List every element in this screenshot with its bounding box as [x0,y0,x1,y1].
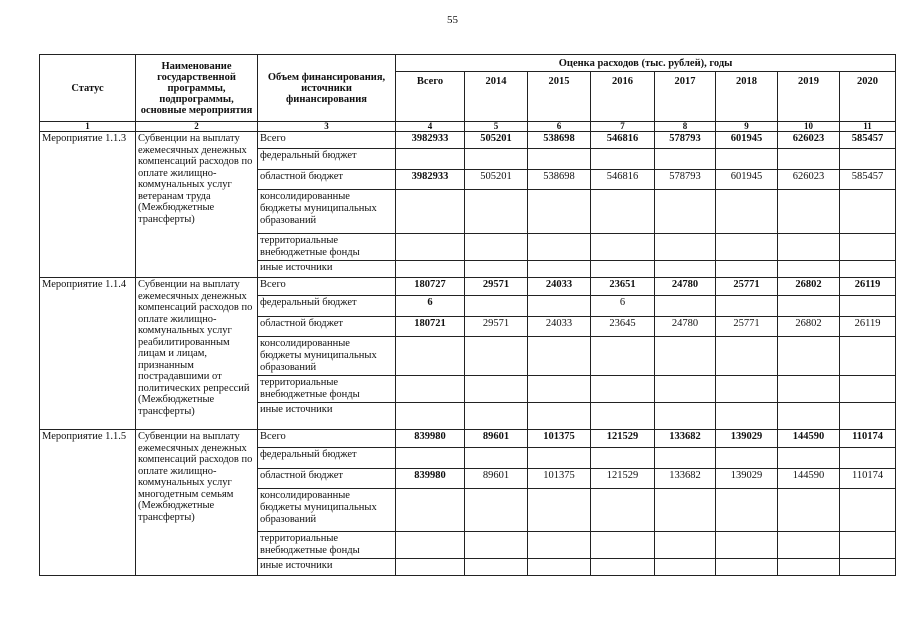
amount-cell: 144590 [778,430,840,448]
amount-cell [528,448,591,469]
amount-cell [778,190,840,234]
amount-cell: 505201 [465,132,528,149]
amount-cell [528,149,591,170]
amount-cell: 505201 [465,170,528,190]
amount-cell [396,190,465,234]
measure-name: Субвенции на выплату ежемесячных денежных компенсаций расходов по оплате жилищно-коммунальных услуг многодетным семьям (Межбюджетные трансферты) [136,430,258,576]
amount-cell [465,337,528,376]
amount-cell [655,489,716,532]
amount-cell: 3982933 [396,132,465,149]
amount-cell: 24780 [655,317,716,337]
column-number: 2 [136,122,258,132]
funding-source: Всего [258,132,396,149]
amount-cell [840,190,896,234]
amount-cell [840,149,896,170]
funding-source: территориальные внебюджетные фонды [258,532,396,559]
header-year: 2019 [778,72,840,122]
amount-cell: 110174 [840,469,896,489]
amount-cell: 24780 [655,278,716,296]
amount-cell [840,403,896,430]
amount-cell: 578793 [655,132,716,149]
amount-cell [840,337,896,376]
amount-cell: 538698 [528,132,591,149]
amount-cell [840,261,896,278]
amount-cell [396,559,465,576]
amount-cell: 3982933 [396,170,465,190]
amount-cell [528,532,591,559]
amount-cell: 601945 [716,170,778,190]
amount-cell [591,190,655,234]
funding-source: консолидированные бюджеты муниципальных образований [258,190,396,234]
amount-cell [396,337,465,376]
amount-cell: 180721 [396,317,465,337]
amount-cell: 26119 [840,317,896,337]
amount-cell [591,403,655,430]
measure-status: Мероприятие 1.1.5 [40,430,136,576]
funding-source: федеральный бюджет [258,296,396,317]
amount-cell [465,489,528,532]
amount-cell [840,532,896,559]
measure-status: Мероприятие 1.1.3 [40,132,136,278]
header-status: Статус [40,55,136,122]
amount-cell: 133682 [655,469,716,489]
amount-cell: 121529 [591,430,655,448]
amount-cell [396,403,465,430]
amount-cell [528,234,591,261]
column-number: 5 [465,122,528,132]
amount-cell [716,337,778,376]
column-number: 1 [40,122,136,132]
amount-cell [528,261,591,278]
amount-cell [528,403,591,430]
funding-source: иные источники [258,559,396,576]
amount-cell [465,376,528,403]
amount-cell: 585457 [840,132,896,149]
funding-source: консолидированные бюджеты муниципальных образований [258,337,396,376]
amount-cell [591,337,655,376]
column-number: 10 [778,122,840,132]
amount-cell [396,376,465,403]
amount-cell [716,376,778,403]
amount-cell [655,403,716,430]
table-row [40,278,896,296]
header-year: 2017 [655,72,716,122]
funding-source: консолидированные бюджеты муниципальных образований [258,489,396,532]
amount-cell: 6 [396,296,465,317]
amount-cell [655,190,716,234]
amount-cell [655,532,716,559]
column-number: 7 [591,122,655,132]
amount-cell [655,296,716,317]
amount-cell [465,296,528,317]
header-volume: Объем финансирования, источники финансирования [258,55,396,122]
table-row [40,430,896,448]
amount-cell: 26119 [840,278,896,296]
amount-cell [716,489,778,532]
funding-source: федеральный бюджет [258,448,396,469]
amount-cell [465,149,528,170]
amount-cell [840,234,896,261]
amount-cell: 29571 [465,278,528,296]
header-estimate: Оценка расходов (тыс. рублей), годы [396,55,896,72]
amount-cell: 538698 [528,170,591,190]
funding-source: территориальные внебюджетные фонды [258,234,396,261]
amount-cell [716,261,778,278]
amount-cell [778,234,840,261]
table-row [40,132,896,149]
amount-cell [528,376,591,403]
column-number: 4 [396,122,465,132]
amount-cell [778,337,840,376]
amount-cell [465,403,528,430]
funding-source: Всего [258,430,396,448]
amount-cell [655,376,716,403]
amount-cell [465,261,528,278]
amount-cell: 626023 [778,132,840,149]
amount-cell [591,261,655,278]
funding-source: областной бюджет [258,469,396,489]
amount-cell [591,559,655,576]
header-year: Всего [396,72,465,122]
funding-source: областной бюджет [258,170,396,190]
header-year: 2015 [528,72,591,122]
amount-cell: 25771 [716,317,778,337]
amount-cell: 121529 [591,469,655,489]
amount-cell [655,234,716,261]
amount-cell [528,296,591,317]
amount-cell [716,190,778,234]
amount-cell: 601945 [716,132,778,149]
amount-cell [778,149,840,170]
amount-cell [778,261,840,278]
budget-table [39,54,896,576]
amount-cell: 101375 [528,430,591,448]
amount-cell [591,448,655,469]
funding-source: федеральный бюджет [258,149,396,170]
amount-cell [716,448,778,469]
amount-cell [655,448,716,469]
amount-cell: 89601 [465,430,528,448]
amount-cell [591,376,655,403]
amount-cell [465,234,528,261]
header-year: 2020 [840,72,896,122]
measure-name: Субвенции на выплату ежемесячных денежных компенсаций расходов по оплате жилищно-коммунальных услуг реабилитированным лицам и лицам, признанным пострадавшими от политических репрессий (Межбюджетные трансферты) [136,278,258,430]
funding-source: территориальные внебюджетные фонды [258,376,396,403]
amount-cell: 110174 [840,430,896,448]
amount-cell [716,149,778,170]
amount-cell [528,337,591,376]
header-year: 2014 [465,72,528,122]
amount-cell [778,296,840,317]
column-number: 3 [258,122,396,132]
amount-cell [396,532,465,559]
page-number: 55 [447,14,458,26]
amount-cell [528,190,591,234]
funding-source: иные источники [258,261,396,278]
amount-cell [396,234,465,261]
amount-cell [465,559,528,576]
amount-cell: 839980 [396,430,465,448]
amount-cell: 6 [591,296,655,317]
amount-cell: 29571 [465,317,528,337]
amount-cell: 133682 [655,430,716,448]
amount-cell [840,489,896,532]
funding-source: иные источники [258,403,396,430]
amount-cell [655,149,716,170]
amount-cell: 144590 [778,469,840,489]
amount-cell [778,448,840,469]
amount-cell [778,532,840,559]
amount-cell [591,532,655,559]
amount-cell [655,559,716,576]
amount-cell [528,559,591,576]
amount-cell [396,489,465,532]
amount-cell [465,448,528,469]
amount-cell [778,559,840,576]
amount-cell [716,559,778,576]
column-number: 6 [528,122,591,132]
amount-cell [778,376,840,403]
amount-cell: 180727 [396,278,465,296]
column-number: 9 [716,122,778,132]
funding-source: областной бюджет [258,317,396,337]
amount-cell [591,234,655,261]
amount-cell [528,489,591,532]
amount-cell [465,190,528,234]
amount-cell: 139029 [716,430,778,448]
amount-cell: 839980 [396,469,465,489]
amount-cell [396,261,465,278]
amount-cell [396,149,465,170]
amount-cell: 546816 [591,170,655,190]
amount-cell: 101375 [528,469,591,489]
amount-cell [716,296,778,317]
amount-cell: 578793 [655,170,716,190]
amount-cell: 23651 [591,278,655,296]
amount-cell: 89601 [465,469,528,489]
amount-cell: 24033 [528,278,591,296]
amount-cell [591,149,655,170]
amount-cell [778,403,840,430]
amount-cell [840,448,896,469]
amount-cell: 546816 [591,132,655,149]
amount-cell: 24033 [528,317,591,337]
amount-cell: 26802 [778,317,840,337]
column-number: 8 [655,122,716,132]
amount-cell [655,261,716,278]
amount-cell: 25771 [716,278,778,296]
measure-name: Субвенции на выплату ежемесячных денежных компенсаций расходов по оплате жилищно-коммунальных услуг ветеранам труда (Межбюджетные трансферты) [136,132,258,278]
amount-cell [716,403,778,430]
header-year: 2016 [591,72,655,122]
amount-cell [778,489,840,532]
amount-cell [655,337,716,376]
amount-cell [840,559,896,576]
funding-source: Всего [258,278,396,296]
measure-status: Мероприятие 1.1.4 [40,278,136,430]
amount-cell [840,376,896,403]
amount-cell [840,296,896,317]
amount-cell: 626023 [778,170,840,190]
amount-cell [716,234,778,261]
column-number: 11 [840,122,896,132]
amount-cell: 26802 [778,278,840,296]
amount-cell [465,532,528,559]
amount-cell: 23645 [591,317,655,337]
amount-cell [396,448,465,469]
amount-cell: 585457 [840,170,896,190]
header-year: 2018 [716,72,778,122]
amount-cell [716,532,778,559]
amount-cell: 139029 [716,469,778,489]
header-program: Наименование государственной программы, подпрограммы, основные мероприятия [136,55,258,122]
amount-cell [591,489,655,532]
